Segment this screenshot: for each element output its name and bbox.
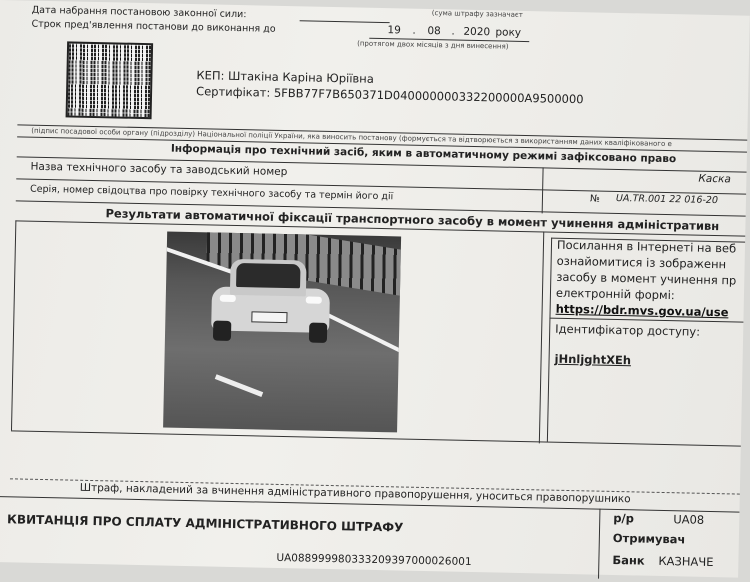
- document-page: Дата набрання постановою законної сили: (сума штрафу зазначаєт Строк пред'явлення постанови до виконання до 19 . 08 . 2020 року (протягом двох місяців з дня винесення) КЕП: Штакіна Каріна Юріївна Сертифікат: 5FBB77F7B650371D040000000332200000A9500000 (підпис посадової особи органу (підрозділу) Національної поліції України, яка виносить постанову (формується та відтворюється з використанням даних кваліфікованого е Інформація про технічний засіб, яким в автоматичному режимі зафіксовано право Назва технічного засобу та заводський номер Каска Серія, номер свідоцтва про повірку технічного засобу та термін його дії № UA.TR.001 22 016-20 Результати автоматичної фіксації транспортного засобу в момент учинення адміністративн Посилання в Інтернеті на веб ознайомитися із зображенн засобу в момент учинення пр електронній формі: https://bdr.mvs.gov.ua/use Ідентифікатор доступу: jHnljghtXEh Штраф, накладений за вчинення адміністративного правопорушення, уноситься правопорушнико КВИТАНЦІЯ ПРО СПЛАТУ АДМІНІСТРАТИВНОГО ШТРАФУ р/р UA08 Отримувач Банк КАЗНАЧЕ UA088999980333209397000026001: [0, 0, 750, 578]
- deadline-year: 2020: [463, 25, 491, 39]
- deadline-note: (протягом двох місяців з дня винесення): [357, 39, 509, 51]
- link-text-2: ознайомитися із зображенн: [556, 253, 727, 272]
- series-number-prefix: №: [589, 193, 600, 205]
- vehicle-capture-photo: [163, 232, 401, 433]
- bank-label: Банк: [612, 552, 645, 568]
- deadline-label: Строк пред'явлення постанови до виконання до: [31, 18, 276, 35]
- qr-code-image: [66, 41, 154, 119]
- link-text-4: електронній формі:: [555, 285, 675, 303]
- deadline-day: 19: [387, 24, 401, 37]
- deadline-month: 08: [427, 24, 441, 38]
- results-heading: Результати автоматичної фіксації транспортного засобу в момент учинення адміністративн: [105, 206, 720, 234]
- rr-value: UA08: [673, 512, 705, 527]
- signature-caption: (підпис посадової особи органу (підрозділу) Національної поліції України, яка виносить постанову (формується та відтворюється з використанням даних кваліфікованого е: [31, 126, 672, 149]
- car-image: [211, 259, 331, 343]
- fine-instruction-text: Штраф, накладений за вчинення адміністративного правопорушення, уноситься правопорушнико: [79, 481, 631, 506]
- certificate-series-label: Серія, номер свідоцтва про повірку технічного засобу та термін його дії: [29, 183, 394, 203]
- rr-label: р/р: [613, 510, 635, 526]
- series-number-value: UA.TR.001 22 016-20: [615, 192, 719, 207]
- effective-date-line: [300, 20, 390, 23]
- access-id-value: jHnljghtXEh: [554, 351, 632, 368]
- link-text-3: засобу в момент учинення пр: [556, 269, 737, 288]
- receipt-title: КВИТАНЦІЯ ПРО СПЛАТУ АДМІНІСТРАТИВНОГО ШТРАФУ: [6, 512, 404, 535]
- certificate-label: Сертифікат: 5FBB77F7B650371D040000000332200000A9500000: [195, 84, 584, 107]
- technical-info-heading: Інформація про технічний засіб, яким в автоматичному режимі зафіксовано право: [170, 142, 677, 166]
- fine-note: (сума штрафу зазначаєт: [431, 9, 523, 19]
- device-name-value: Каска: [698, 172, 731, 186]
- bank-value: КАЗНАЧЕ: [658, 553, 714, 570]
- license-plate: [251, 311, 287, 323]
- account-value: UA088999980333209397000026001: [276, 551, 472, 568]
- recipient-label: Отримувач: [612, 530, 686, 547]
- evidence-url-link[interactable]: https://bdr.mvs.gov.ua/use: [555, 301, 729, 320]
- link-text-1: Посилання в Інтернеті на веб: [556, 237, 737, 256]
- access-id-label: Ідентифікатор доступу:: [555, 321, 701, 339]
- effective-date-label: Дата набрання постановою законної сили:: [31, 4, 247, 21]
- kep-label: КЕП: Штакіна Каріна Юріївна: [196, 68, 374, 86]
- deadline-year-suffix: року: [495, 26, 522, 39]
- device-name-label: Назва технічного засобу та заводський номер: [30, 160, 288, 179]
